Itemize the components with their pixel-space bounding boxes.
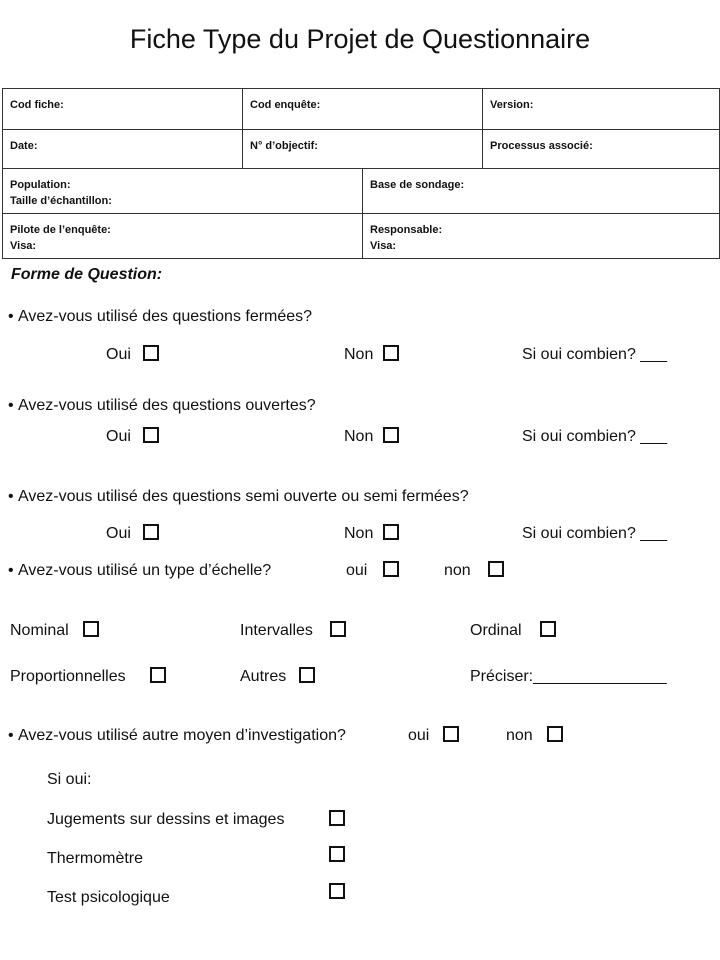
q1-oui-label: Oui xyxy=(106,346,131,363)
visa-label: Visa: xyxy=(370,240,397,252)
pilote-label: Pilote de l’enquête: xyxy=(10,224,111,236)
q1-non-label: Non xyxy=(344,346,374,363)
question-open: Avez-vous utilisé des questions ouvertes? xyxy=(18,397,316,414)
q5-non-checkbox[interactable] xyxy=(547,726,563,742)
objectif-cell[interactable] xyxy=(242,130,482,168)
table-row xyxy=(3,169,719,214)
base-sondage-label: Base de sondage: xyxy=(370,179,465,191)
bullet-icon: • xyxy=(8,727,14,744)
q4-non-label: non xyxy=(444,562,471,579)
cod-enquete-label: Cod enquête: xyxy=(250,99,321,111)
page-title: Fiche Type du Projet de Questionnaire xyxy=(129,24,591,54)
bullet-icon: • xyxy=(8,308,14,325)
table-row xyxy=(3,89,719,130)
section-title: Forme de Question: xyxy=(11,266,163,283)
q1-combien[interactable]: Si oui combien? ___ xyxy=(522,346,667,363)
table-row xyxy=(3,130,719,169)
q1-oui-checkbox[interactable] xyxy=(143,345,159,361)
cod-fiche-cell[interactable] xyxy=(3,89,242,129)
q3-oui-label: Oui xyxy=(106,525,131,542)
means-jugements-label: Jugements sur dessins et images xyxy=(47,811,285,828)
scale-ordinal-label: Ordinal xyxy=(470,622,522,639)
population-cell[interactable] xyxy=(3,169,362,213)
q5-non-label: non xyxy=(506,727,533,744)
date-cell[interactable] xyxy=(3,130,242,168)
scale-proportionnelles-label: Proportionnelles xyxy=(10,668,126,685)
question-scale: Avez-vous utilisé un type d’échelle? xyxy=(18,562,272,579)
means-test-label: Test psicologique xyxy=(47,889,170,906)
q3-oui-checkbox[interactable] xyxy=(143,524,159,540)
scale-preciser-field[interactable]: Préciser:_______________ xyxy=(470,668,667,685)
version-cell[interactable] xyxy=(482,89,719,129)
header-table xyxy=(2,88,720,259)
responsable-label: Responsable: xyxy=(370,224,443,236)
processus-label: Processus associé: xyxy=(490,140,593,152)
question-semi: Avez-vous utilisé des questions semi ouverte ou semi fermées? xyxy=(18,488,469,505)
pilote-cell[interactable] xyxy=(3,214,362,258)
cod-enquete-cell[interactable] xyxy=(242,89,482,129)
q2-oui-checkbox[interactable] xyxy=(143,427,159,443)
scale-autres-checkbox[interactable] xyxy=(299,667,315,683)
taille-label: Taille d’échantillon: xyxy=(10,195,112,207)
q3-non-label: Non xyxy=(344,525,374,542)
q2-oui-label: Oui xyxy=(106,428,131,445)
q2-non-checkbox[interactable] xyxy=(383,427,399,443)
scale-ordinal-checkbox[interactable] xyxy=(540,621,556,637)
means-thermometre-label: Thermomètre xyxy=(47,850,144,867)
means-thermometre-checkbox[interactable] xyxy=(329,846,345,862)
base-sondage-cell[interactable] xyxy=(362,169,719,213)
cod-fiche-label: Cod fiche: xyxy=(10,99,64,111)
q2-combien[interactable]: Si oui combien? ___ xyxy=(522,428,667,445)
population-label: Population: xyxy=(10,179,71,191)
q4-oui-checkbox[interactable] xyxy=(383,561,399,577)
q4-oui-label: oui xyxy=(346,562,368,579)
question-investigation: Avez-vous utilisé autre moyen d’investigation? xyxy=(18,727,346,744)
objectif-label: N° d’objectif: xyxy=(250,140,318,152)
means-jugements-checkbox[interactable] xyxy=(329,810,345,826)
bullet-icon: • xyxy=(8,562,14,579)
bullet-icon: • xyxy=(8,488,14,505)
scale-nominal-label: Nominal xyxy=(10,622,69,639)
scale-autres-label: Autres xyxy=(240,668,287,685)
q4-non-checkbox[interactable] xyxy=(488,561,504,577)
q5-oui-label: oui xyxy=(408,727,430,744)
q2-non-label: Non xyxy=(344,428,374,445)
means-test-checkbox[interactable] xyxy=(329,883,345,899)
si-oui-label: Si oui: xyxy=(47,771,92,788)
bullet-icon: • xyxy=(8,397,14,414)
q1-non-checkbox[interactable] xyxy=(383,345,399,361)
version-label: Version: xyxy=(490,99,534,111)
scale-intervalles-label: Intervalles xyxy=(240,622,313,639)
scale-intervalles-checkbox[interactable] xyxy=(330,621,346,637)
question-closed: Avez-vous utilisé des questions fermées? xyxy=(18,308,313,325)
scale-nominal-checkbox[interactable] xyxy=(83,621,99,637)
q5-oui-checkbox[interactable] xyxy=(443,726,459,742)
visa-label: Visa: xyxy=(10,240,37,252)
responsable-cell[interactable] xyxy=(362,214,719,258)
q3-non-checkbox[interactable] xyxy=(383,524,399,540)
processus-cell[interactable] xyxy=(482,130,719,168)
q3-combien[interactable]: Si oui combien? ___ xyxy=(522,525,667,542)
date-label: Date: xyxy=(10,140,38,152)
table-row xyxy=(3,214,719,259)
scale-proportionnelles-checkbox[interactable] xyxy=(150,667,166,683)
